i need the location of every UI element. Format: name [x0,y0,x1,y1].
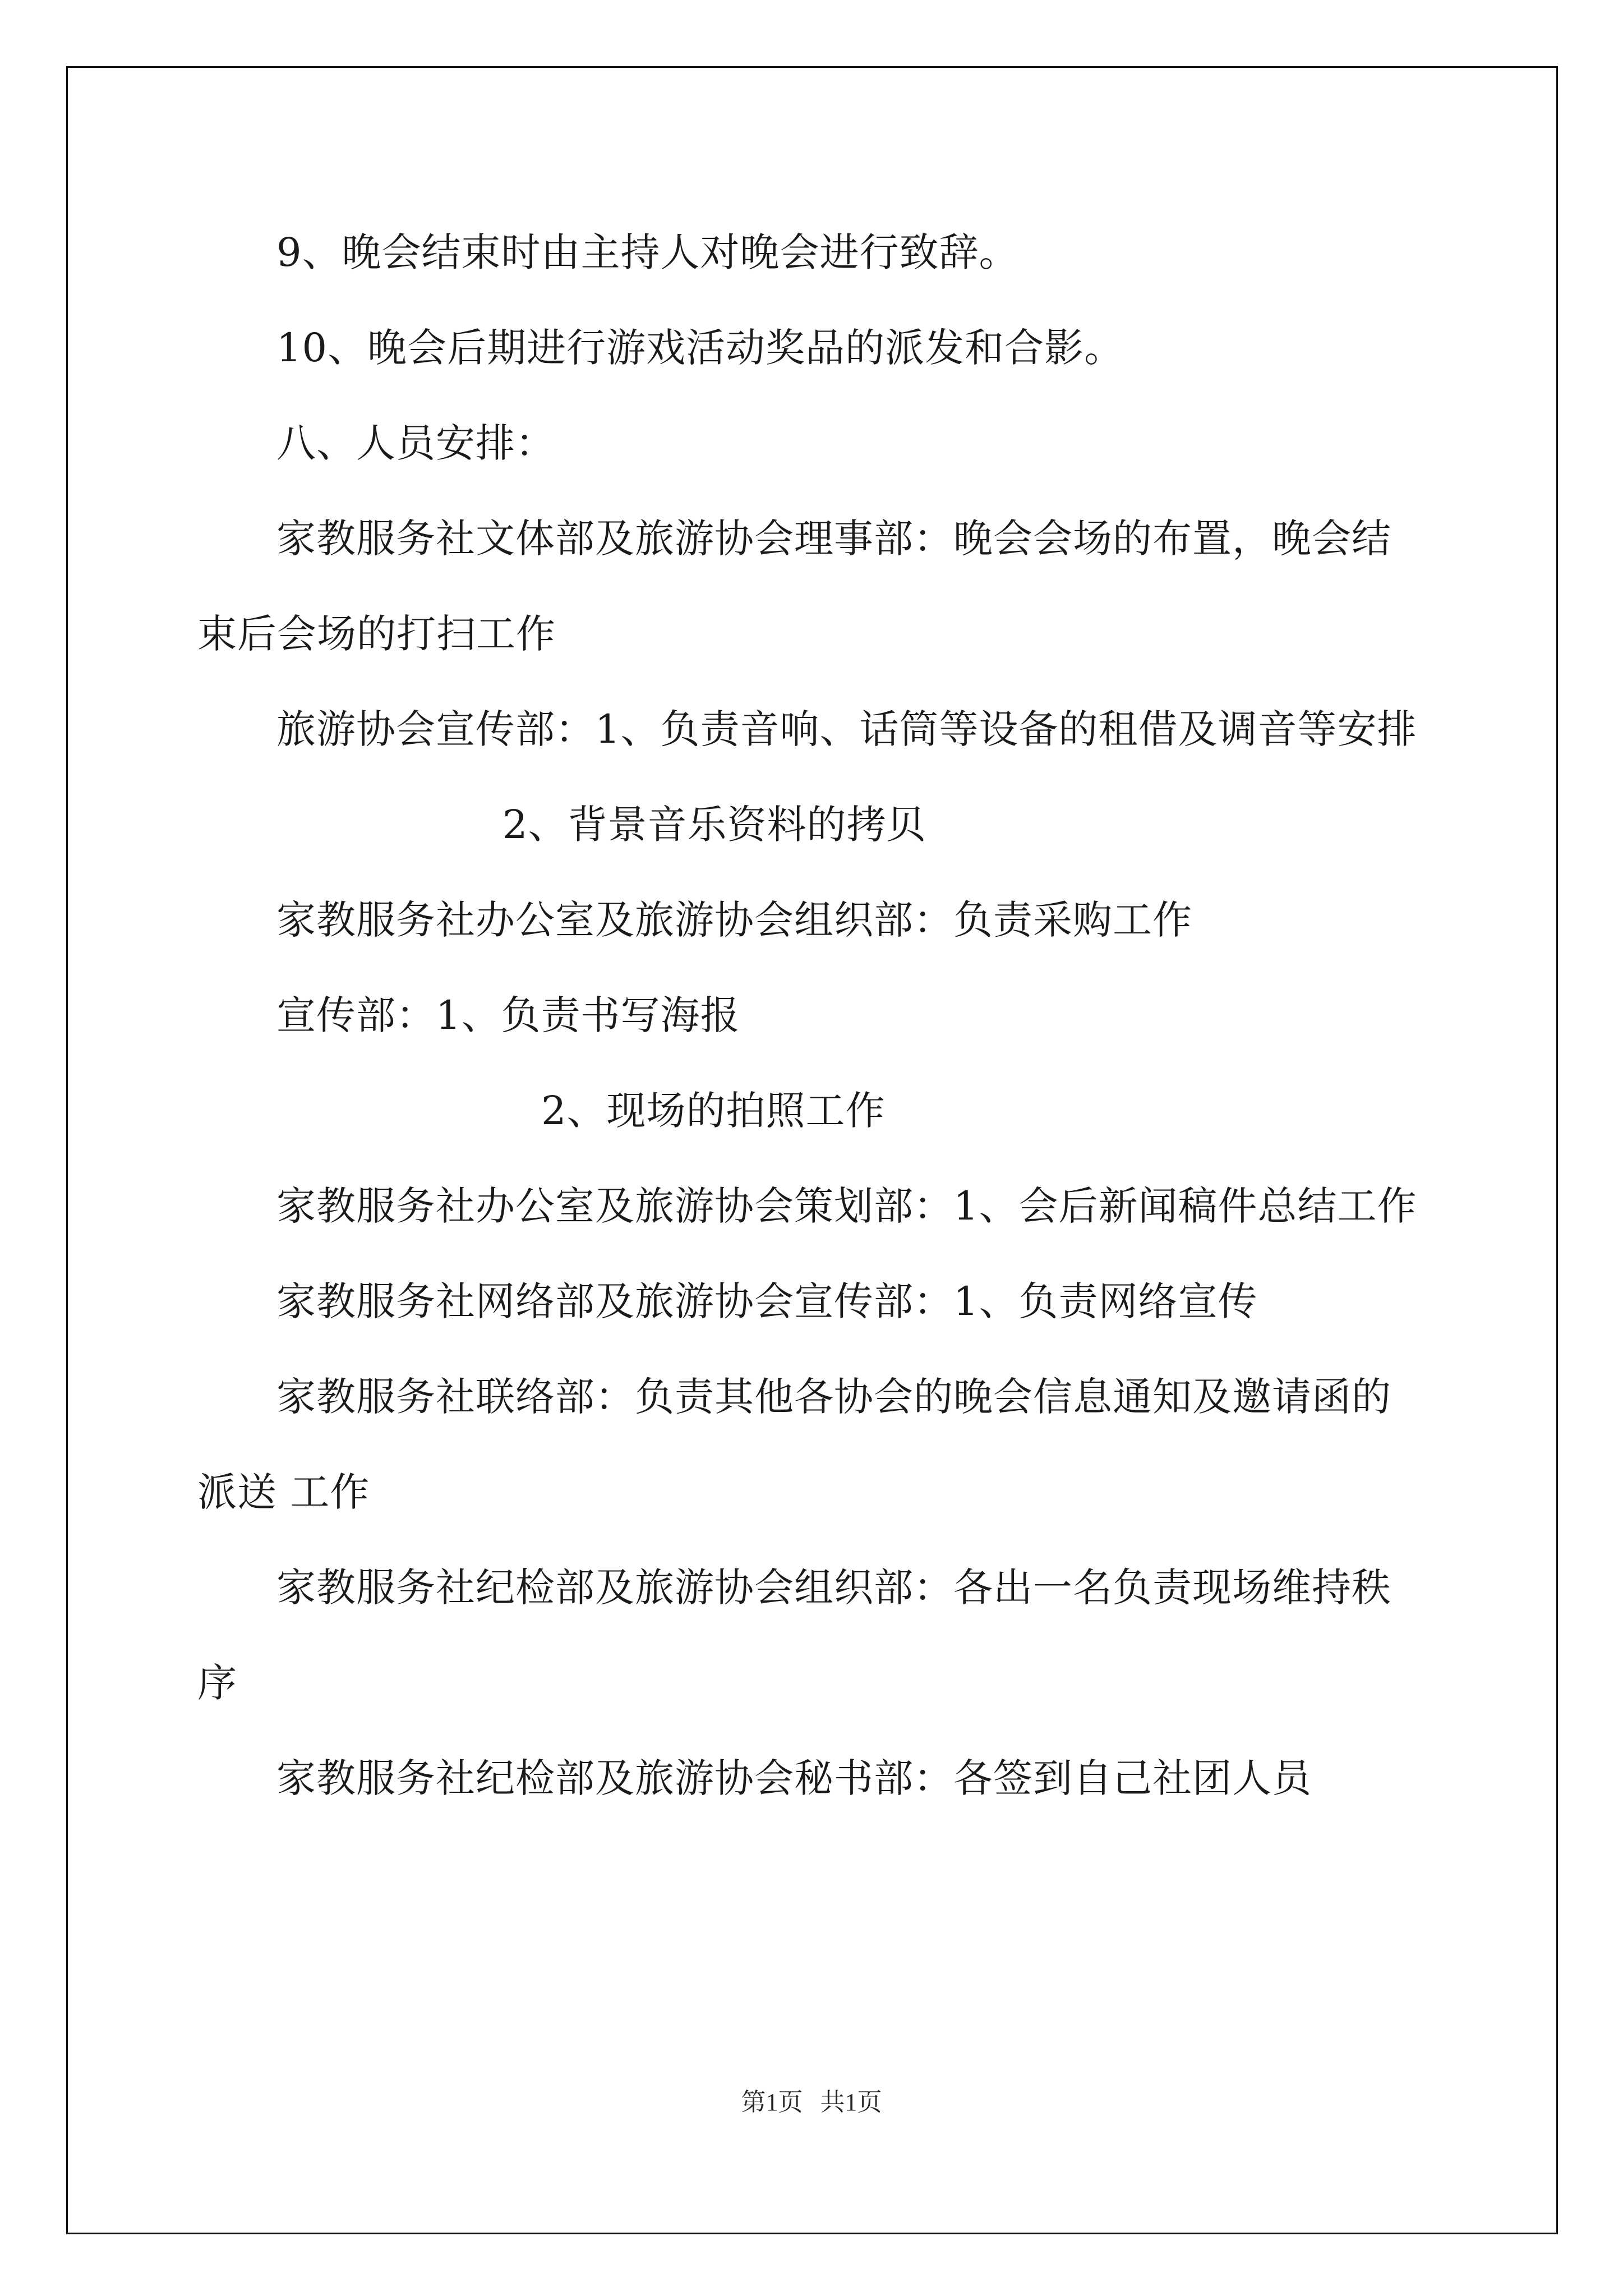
page-border [66,66,1558,2234]
section-heading: 八、人员安排： [276,420,555,466]
text-line: 派送 工作 [197,1469,370,1515]
text-line: 9、晚会结束时由主持人对晚会进行致辞。 [276,229,1019,275]
text-line: 家教服务社办公室及旅游协会组织部：负责采购工作 [276,897,1192,943]
text-line: 家教服务社纪检部及旅游协会秘书部：各签到自己社团人员 [276,1755,1312,1801]
page-total: 共1页 [820,2088,882,2116]
text-line: 束后会场的打扫工作 [197,611,556,657]
text-line: 家教服务社文体部及旅游协会理事部：晚会会场的布置，晚会结 [276,516,1391,562]
page-number: 第1页 [741,2088,803,2116]
text-line: 家教服务社办公室及旅游协会策划部：1、会后新闻稿件总结工作 [276,1183,1417,1229]
text-line: 家教服务社网络部及旅游协会宣传部：1、负责网络宣传 [276,1278,1258,1324]
page-footer [0,2087,1623,2118]
text-line: 家教服务社联络部：负责其他各协会的晚会信息通知及邀请函的 [276,1374,1391,1420]
text-line: 2、现场的拍照工作 [541,1088,886,1134]
text-line: 宣传部：1、负责书写海报 [276,992,740,1038]
text-line: 序 [197,1660,237,1706]
text-line: 旅游协会宣传部：1、负责音响、话筒等设备的租借及调音等安排 [276,706,1417,752]
text-line: 家教服务社纪检部及旅游协会组织部：各出一名负责现场维持秩 [276,1565,1391,1611]
text-line: 2、背景音乐资料的拷贝 [502,802,926,848]
text-line: 10、晚会后期进行游戏活动奖品的派发和合影。 [276,325,1124,371]
